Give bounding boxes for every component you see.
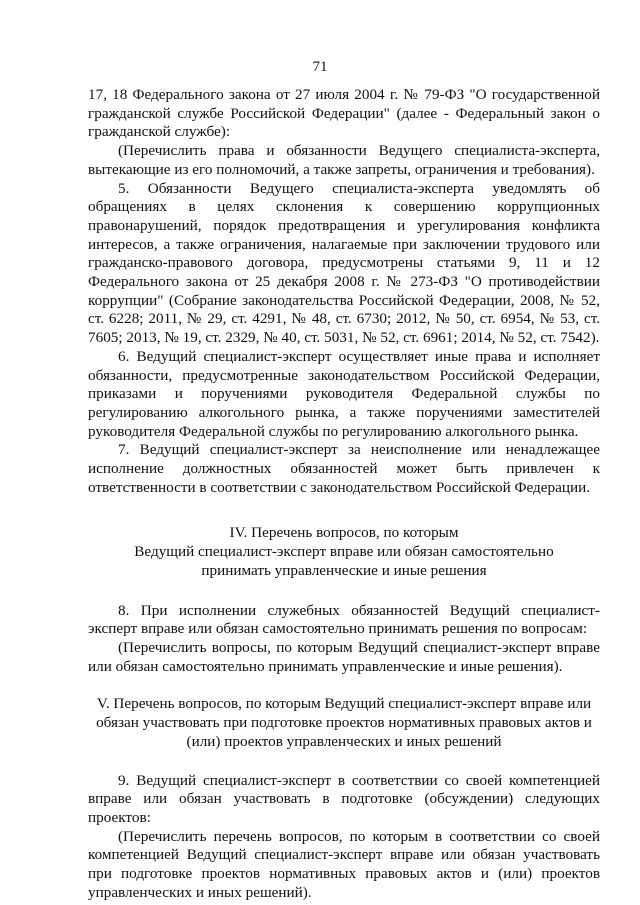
section-v-heading-line: обязан участвовать при подготовке проектов нормативных правовых актов и — [96, 714, 592, 732]
spacer — [88, 676, 600, 695]
section-v-heading — [88, 695, 600, 751]
page-number: 71 — [312, 59, 328, 75]
spacer — [88, 497, 600, 524]
section-v-heading-line: (или) проектов управленческих и иных решений — [186, 732, 502, 750]
section-v-heading-line: V. Перечень вопросов, по которым Ведущий специалист-эксперт вправе или — [96, 695, 592, 713]
paragraph-law-reference: 17, 18 Федерального закона от 27 июля 2004 г. № 79-ФЗ "О государственной гражданской службе Российской Федерации" (далее - Федеральный закон о гражданской службе): — [88, 86, 600, 141]
paragraph-item-9: 9. Ведущий специалист-эксперт в соответствии со своей компетенцией вправе или обязан участвовать в подготовке (обсуждении) следующих проектов: — [88, 771, 600, 826]
section-iv-heading-line: IV. Перечень вопросов, по которым — [229, 524, 459, 542]
paragraph-rights-placeholder: (Перечислить права и обязанности Ведущего специалиста-эксперта, вытекающие из его полномочий, а также запреты, ограничения и требования). — [88, 142, 600, 178]
section-iv-heading-line: Ведущий специалист-эксперт вправе или обязан самостоятельно — [134, 543, 554, 561]
paragraph-projects-placeholder: (Перечислить перечень вопросов, по которым в соответствии со своей компетенцией Ведущий специалист-эксперт вправе или обязан участвовать при подготовке проектов нормативных правовых актов и (или) проектов управленческих и иных решений). — [88, 827, 600, 901]
section-iv-heading-line: принимать управленческие и иные решения — [201, 561, 487, 579]
spacer — [88, 581, 600, 602]
paragraph-item-5: 5. Обязанности Ведущего специалиста-эксперта уведомлять об обращениях в целях склонения к совершению коррупционных правонарушений, порядок предотвращения и урегулирования конфликта интересов, а также ограничения, налагаемые при заключении трудового или гражданско-правового договора, предусмотрены статьями 9, 11 и 12 Федерального закона от 25 декабря 2008 г. № 273-ФЗ "О противодействии коррупции" (Собрание законодательства Российской Федерации, 2008, № 52, ст. 6228; 2011, № 29, ст. 4291, № 48, ст. 6730; 2012, № 50, ст. 6954, № 53, ст. 7605; 2013, № 19, ст. 2329, № 40, ст. 5031, № 52, ст. 6961; 2014, № 52, ст. 7542). — [88, 179, 600, 347]
paragraph-item-7: 7. Ведущий специалист-эксперт за неисполнение или ненадлежащее исполнение должностных обязанностей может быть привлечен к ответственности в соответствии с законодательством Российской Федерации. — [88, 441, 600, 496]
document-body — [88, 86, 600, 902]
paragraph-item-8: 8. При исполнении служебных обязанностей Ведущий специалист-эксперт вправе или обязан самостоятельно принимать решения по вопросам: — [88, 601, 600, 638]
section-iv-heading — [88, 524, 600, 580]
paragraph-decisions-placeholder: (Перечислить вопросы, по которым Ведущий специалист-эксперт вправе или обязан самостоятельно принимать управленческие и иные решения). — [88, 638, 600, 675]
spacer — [88, 752, 600, 772]
paragraph-item-6: 6. Ведущий специалист-эксперт осуществляет иные права и исполняет обязанности, предусмотренные законодательством Российской Федерации, приказами и поручениями руководителя Федеральной службы по регулированию алкогольного рынка, а также поручениями заместителей руководителя Федеральной службы по регулированию алкогольного рынка. — [88, 347, 600, 440]
